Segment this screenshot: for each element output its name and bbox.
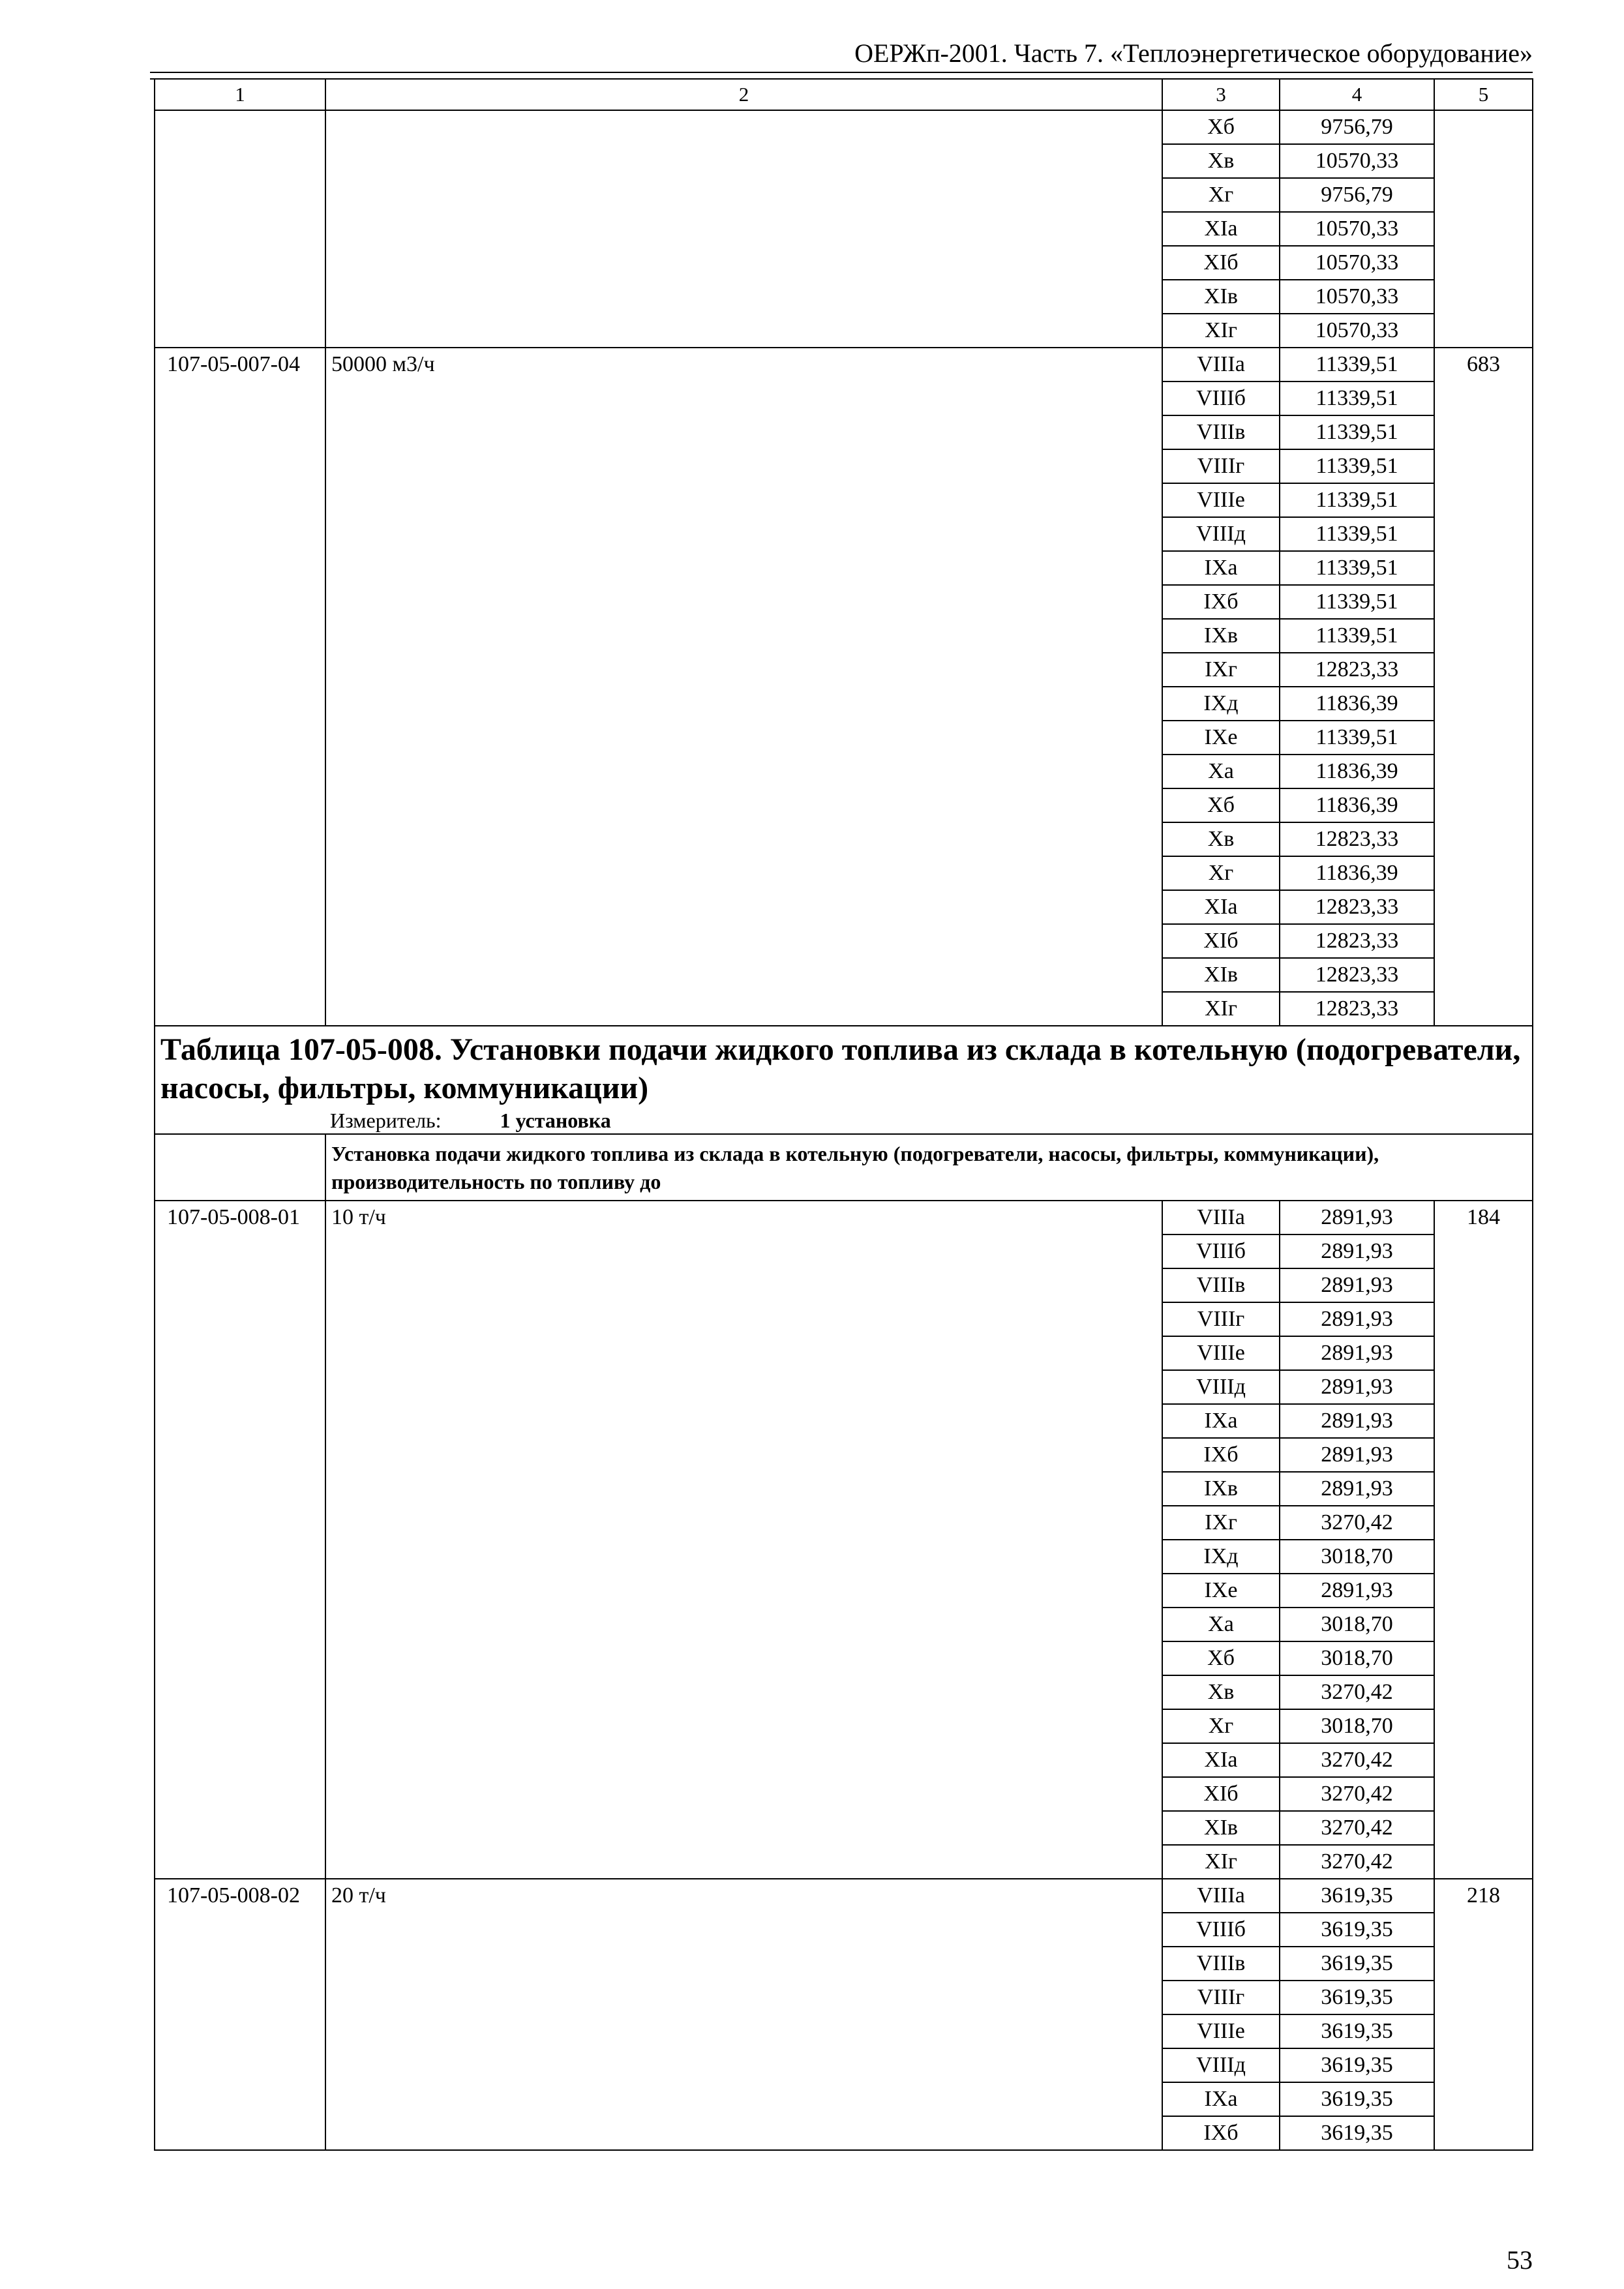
cost-cell: 11836,39 — [1280, 856, 1434, 890]
page-number: 53 — [1507, 2245, 1533, 2275]
cost-cell: 11836,39 — [1280, 687, 1434, 721]
table-title: Таблица 107-05-008. Установки подачи жидкого топлива из склада в котельную (подогреватели, насосы, фильтры, коммуникации) — [160, 1032, 1521, 1105]
cost-cell: 2891,93 — [1280, 1472, 1434, 1506]
zone-cell: XIг — [1162, 314, 1280, 348]
cost-cell: 10570,33 — [1280, 212, 1434, 246]
zone-cell: VIIIд — [1162, 2048, 1280, 2082]
zone-cell: VIIIб — [1162, 1234, 1280, 1268]
table-row — [155, 1879, 1533, 1913]
zone-cell: XIа — [1162, 890, 1280, 924]
cost-cell: 2891,93 — [1280, 1574, 1434, 1608]
table-row — [155, 110, 1533, 144]
zone-cell: VIIIе — [1162, 1336, 1280, 1370]
cost-cell: 9756,79 — [1280, 178, 1434, 212]
zone-cell: VIIIг — [1162, 1981, 1280, 2014]
cost-cell: 3270,42 — [1280, 1743, 1434, 1777]
cost-cell: 10570,33 — [1280, 246, 1434, 280]
cost-cell: 2891,93 — [1280, 1336, 1434, 1370]
rate-name-cell: 10 т/ч — [325, 1201, 1162, 1879]
table-title-cell — [155, 1026, 1533, 1134]
description-cell: Установка подачи жидкого топлива из склада в котельную (подогреватели, насосы, фильтры, коммуникации), производительность по топливу до — [325, 1134, 1533, 1201]
cost-cell: 3270,42 — [1280, 1845, 1434, 1879]
zone-cell: Xа — [1162, 1608, 1280, 1641]
zone-cell: IXв — [1162, 619, 1280, 653]
zone-cell: VIIIд — [1162, 1370, 1280, 1404]
rate-name-cell: 50000 м3/ч — [325, 348, 1162, 1026]
zone-cell: IXд — [1162, 687, 1280, 721]
cost-cell: 3619,35 — [1280, 1947, 1434, 1981]
zone-cell: VIIIа — [1162, 348, 1280, 382]
cost-cell: 2891,93 — [1280, 1201, 1434, 1234]
zone-cell: VIIIв — [1162, 1268, 1280, 1302]
cost-cell: 2891,93 — [1280, 1268, 1434, 1302]
quantity-cell: 184 — [1434, 1201, 1533, 1879]
cost-cell: 3619,35 — [1280, 2082, 1434, 2116]
zone-cell: IXг — [1162, 653, 1280, 687]
cost-cell: 11339,51 — [1280, 721, 1434, 755]
rate-name-cell — [325, 110, 1162, 348]
rates-table-body — [155, 79, 1533, 2150]
cost-cell: 3270,42 — [1280, 1811, 1434, 1845]
zone-cell: VIIIв — [1162, 1947, 1280, 1981]
zone-cell: IXе — [1162, 721, 1280, 755]
cost-cell: 11339,51 — [1280, 449, 1434, 483]
zone-cell: IXг — [1162, 1506, 1280, 1540]
cost-cell: 3619,35 — [1280, 1879, 1434, 1913]
cost-cell: 11339,51 — [1280, 348, 1434, 382]
cost-cell: 3619,35 — [1280, 1981, 1434, 2014]
zone-cell: Xб — [1162, 110, 1280, 144]
zone-cell: XIа — [1162, 212, 1280, 246]
cost-cell: 10570,33 — [1280, 280, 1434, 314]
zone-cell: Xв — [1162, 822, 1280, 856]
zone-cell: IXе — [1162, 1574, 1280, 1608]
rate-code-cell: 107-05-008-02 — [155, 1879, 325, 2150]
cost-cell: 2891,93 — [1280, 1234, 1434, 1268]
cost-cell: 12823,33 — [1280, 822, 1434, 856]
zone-cell: IXб — [1162, 2116, 1280, 2150]
cost-cell: 12823,33 — [1280, 958, 1434, 992]
cost-cell: 10570,33 — [1280, 314, 1434, 348]
cost-cell: 3270,42 — [1280, 1777, 1434, 1811]
cost-cell: 3270,42 — [1280, 1675, 1434, 1709]
measure-line — [160, 1107, 1527, 1133]
cost-cell: 2891,93 — [1280, 1370, 1434, 1404]
cost-cell: 3619,35 — [1280, 2014, 1434, 2048]
zone-cell: VIIIе — [1162, 2014, 1280, 2048]
cost-cell: 3018,70 — [1280, 1540, 1434, 1574]
zone-cell: XIб — [1162, 246, 1280, 280]
zone-cell: VIIIа — [1162, 1201, 1280, 1234]
zone-cell: XIг — [1162, 992, 1280, 1026]
cost-cell: 2891,93 — [1280, 1438, 1434, 1472]
zone-cell: Xа — [1162, 755, 1280, 788]
zone-cell: Xг — [1162, 178, 1280, 212]
zone-cell: Xв — [1162, 144, 1280, 178]
table-row — [155, 1201, 1533, 1234]
cost-cell: 3619,35 — [1280, 1913, 1434, 1947]
zone-cell: IXа — [1162, 2082, 1280, 2116]
zone-cell: XIв — [1162, 1811, 1280, 1845]
column-header: 4 — [1280, 79, 1434, 110]
zone-cell: XIб — [1162, 924, 1280, 958]
cost-cell: 11339,51 — [1280, 551, 1434, 585]
zone-cell: VIIIг — [1162, 449, 1280, 483]
table-title-row — [155, 1026, 1533, 1134]
zone-cell: XIв — [1162, 958, 1280, 992]
zone-cell: Xг — [1162, 1709, 1280, 1743]
zone-cell: IXв — [1162, 1472, 1280, 1506]
cost-cell: 2891,93 — [1280, 1302, 1434, 1336]
cost-cell: 9756,79 — [1280, 110, 1434, 144]
cost-cell: 11339,51 — [1280, 483, 1434, 517]
column-header: 3 — [1162, 79, 1280, 110]
zone-cell: IXб — [1162, 1438, 1280, 1472]
description-spacer-cell — [155, 1134, 325, 1201]
zone-cell: Xб — [1162, 788, 1280, 822]
zone-cell: Xг — [1162, 856, 1280, 890]
rate-name-cell: 20 т/ч — [325, 1879, 1162, 2150]
measure-value: 1 установка — [500, 1109, 611, 1132]
quantity-cell: 683 — [1434, 348, 1533, 1026]
column-header: 5 — [1434, 79, 1533, 110]
measure-label: Измеритель: — [330, 1109, 442, 1132]
cost-cell: 12823,33 — [1280, 890, 1434, 924]
cost-cell: 3018,70 — [1280, 1608, 1434, 1641]
rate-code-cell: 107-05-008-01 — [155, 1201, 325, 1879]
zone-cell: XIа — [1162, 1743, 1280, 1777]
table-row — [155, 348, 1533, 382]
cost-cell: 11339,51 — [1280, 415, 1434, 449]
zone-cell: XIв — [1162, 280, 1280, 314]
running-header: ОЕРЖп-2001. Часть 7. «Теплоэнергетическое оборудование» — [854, 38, 1533, 68]
zone-cell: XIб — [1162, 1777, 1280, 1811]
cost-cell: 2891,93 — [1280, 1404, 1434, 1438]
cost-cell: 12823,33 — [1280, 924, 1434, 958]
zone-cell: IXа — [1162, 1404, 1280, 1438]
zone-cell: Xв — [1162, 1675, 1280, 1709]
zone-cell: IXа — [1162, 551, 1280, 585]
zone-cell: VIIIв — [1162, 415, 1280, 449]
zone-cell: Xб — [1162, 1641, 1280, 1675]
cost-cell: 11339,51 — [1280, 517, 1434, 551]
cost-cell: 3270,42 — [1280, 1506, 1434, 1540]
cost-cell: 3619,35 — [1280, 2116, 1434, 2150]
zone-cell: XIг — [1162, 1845, 1280, 1879]
description-row — [155, 1134, 1533, 1201]
cost-cell: 11836,39 — [1280, 755, 1434, 788]
column-header: 1 — [155, 79, 325, 110]
cost-cell: 3018,70 — [1280, 1709, 1434, 1743]
column-header: 2 — [325, 79, 1162, 110]
cost-cell: 12823,33 — [1280, 653, 1434, 687]
rates-table — [154, 78, 1533, 2151]
zone-cell: VIIIб — [1162, 382, 1280, 415]
cost-cell: 3018,70 — [1280, 1641, 1434, 1675]
rate-code-cell — [155, 110, 325, 348]
cost-cell: 12823,33 — [1280, 992, 1434, 1026]
zone-cell: IXб — [1162, 585, 1280, 619]
cost-cell: 10570,33 — [1280, 144, 1434, 178]
zone-cell: VIIIг — [1162, 1302, 1280, 1336]
cost-cell: 11339,51 — [1280, 382, 1434, 415]
quantity-cell — [1434, 110, 1533, 348]
zone-cell: VIIIд — [1162, 517, 1280, 551]
column-number-row — [155, 79, 1533, 110]
zone-cell: VIIIа — [1162, 1879, 1280, 1913]
zone-cell: VIIIб — [1162, 1913, 1280, 1947]
cost-cell: 11836,39 — [1280, 788, 1434, 822]
quantity-cell: 218 — [1434, 1879, 1533, 2150]
cost-cell: 3619,35 — [1280, 2048, 1434, 2082]
zone-cell: IXд — [1162, 1540, 1280, 1574]
rate-code-cell: 107-05-007-04 — [155, 348, 325, 1026]
zone-cell: VIIIе — [1162, 483, 1280, 517]
cost-cell: 11339,51 — [1280, 619, 1434, 653]
cost-cell: 11339,51 — [1280, 585, 1434, 619]
